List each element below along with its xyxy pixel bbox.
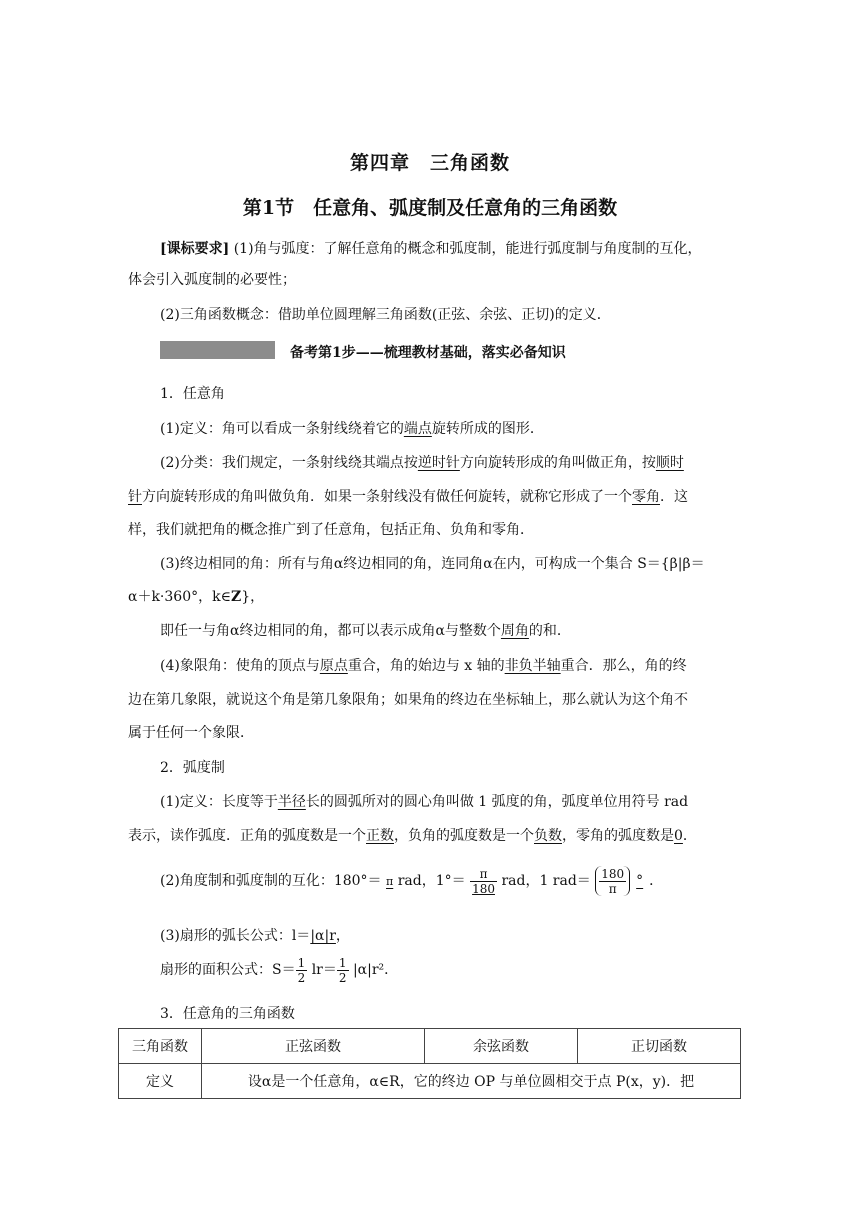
text: |α|r²．	[352, 962, 399, 978]
text: ．	[649, 873, 664, 889]
table-header-cell: 正切函数	[578, 1029, 741, 1064]
fraction-one-half	[337, 956, 349, 985]
text: 扇形的面积公式：S＝	[160, 962, 296, 978]
text: (2)分类：我们规定，一条射线绕其端点按	[160, 455, 418, 471]
text: 方向旋转形成的角叫做负角．如果一条射线没有做任何旋转，就称它形成了一个	[142, 489, 632, 505]
s2-definition-1	[160, 791, 688, 811]
s2-arc-length	[160, 925, 350, 945]
table-header-cell: 三角函数	[119, 1029, 202, 1064]
denominator: 180	[472, 881, 495, 896]
text: 表示，读作弧度．正角的弧度数是一个	[128, 828, 366, 844]
fraction-180-over-pi	[595, 866, 630, 896]
answer: 半径	[277, 794, 306, 810]
text: ，负角的弧度数是一个	[394, 828, 534, 844]
s1-coterminal-1: (3)终边相同的角：所有与角α终边相同的角，连同角α在内，可构成一个集合 S＝{β|β＝	[160, 556, 705, 572]
requirement-line-1	[160, 238, 702, 258]
answer: 针	[128, 489, 142, 505]
answer: 顺时	[655, 455, 684, 471]
numerator: 1	[338, 955, 347, 970]
answer: 非负半轴	[504, 658, 561, 674]
requirement-line-2: 体会引入弧度制的必要性；	[128, 272, 296, 288]
integer-set-symbol: Z	[230, 589, 242, 605]
answer: 逆时针	[417, 455, 460, 471]
s2-heading: 2．弧度制	[160, 760, 225, 776]
text: ，零角的弧度数是	[562, 828, 674, 844]
text: ，	[335, 928, 350, 944]
answer: °	[636, 873, 644, 889]
s1-definition	[160, 418, 544, 438]
text: (1)定义：角可以看成一条射线绕着它的	[160, 421, 404, 437]
section-title: 第1节 任意角、弧度制及任意角的三角函数	[242, 197, 618, 219]
text: ．这	[660, 489, 688, 505]
text: (2)角度制和弧度制的互化：180°＝	[160, 873, 382, 889]
text: 即任一与角α终边相同的角，都可以表示成角α与整数个	[160, 623, 501, 639]
table-row	[119, 1064, 741, 1099]
answer: 负数	[534, 828, 562, 844]
s1-classification-2	[128, 486, 688, 506]
answer: 端点	[403, 421, 432, 437]
numerator: 180	[601, 866, 625, 881]
row-label: 定义	[119, 1064, 202, 1099]
s1-heading: 1．任意角	[160, 386, 225, 402]
answer: π	[386, 875, 394, 888]
answer: 周角	[500, 623, 529, 639]
section-marker-bar	[160, 341, 275, 359]
s1-classification-1	[160, 452, 684, 472]
s1-quadrant-1	[160, 655, 687, 675]
table-header-cell: 正弦函数	[202, 1029, 425, 1064]
answer: 原点	[319, 658, 348, 674]
text: (4)象限角：使角的顶点与	[160, 658, 320, 674]
numerator: π	[470, 867, 497, 882]
table-header-row	[119, 1029, 741, 1064]
text: ．	[682, 828, 697, 844]
text: 方向旋转形成的角叫做正角，按	[459, 455, 656, 471]
trig-function-table	[118, 1028, 741, 1099]
s3-heading: 3．任意角的三角函数	[160, 1006, 295, 1022]
text: (1)定义：长度等于	[160, 794, 278, 810]
answer: 0	[674, 828, 683, 844]
text: 旋转所成的图形．	[431, 421, 544, 437]
fraction-one-half	[296, 956, 308, 985]
s1-classification-3: 样，我们就把角的概念推广到了任意角，包括正角、负角和零角．	[128, 522, 534, 538]
text: }，	[241, 589, 265, 605]
s1-quadrant-3: 属于任何一个象限．	[128, 725, 254, 741]
numerator: 1	[297, 955, 306, 970]
s1-coterminal-2	[128, 586, 264, 606]
s1-coterminal-3	[160, 620, 571, 640]
denominator: π	[608, 881, 617, 896]
fraction-pi-over-180	[470, 867, 497, 896]
text: (3)扇形的弧长公式：l＝	[160, 928, 311, 944]
step-banner: 备考第1步——梳理教材基础，落实必备知识	[290, 345, 566, 361]
answer: 零角	[632, 489, 660, 505]
text: rad，1 rad＝	[501, 873, 591, 889]
text: 的和．	[528, 623, 571, 639]
answer: |α|r	[310, 928, 336, 944]
text: lr＝	[311, 962, 337, 978]
s2-conversion	[160, 866, 663, 897]
text: 长的圆弧所对的圆心角叫做 1 弧度的角，弧度单位用符号 rad	[305, 794, 689, 810]
requirement-tag: [课标要求]	[160, 241, 230, 257]
table-header-cell: 余弦函数	[425, 1029, 578, 1064]
chapter-title: 第四章 三角函数	[349, 152, 510, 174]
requirement-text-1: (1)角与弧度：了解任意角的概念和弧度制，能进行弧度制与角度制的互化，	[233, 241, 702, 257]
s2-definition-2	[128, 825, 697, 845]
text: 重合，角的始边与 x 轴的	[347, 658, 505, 674]
answer: 正数	[366, 828, 394, 844]
text: rad，1°＝	[397, 873, 466, 889]
denominator: 2	[297, 970, 306, 985]
text: 重合．那么，角的终	[560, 658, 687, 674]
requirement-line-3: (2)三角函数概念：借助单位圆理解三角函数(正弦、余弦、正切)的定义．	[160, 307, 611, 323]
denominator: 2	[338, 970, 347, 985]
s1-quadrant-2: 边在第几象限，就说这个角是第几象限角；如果角的终边在坐标轴上，那么就认为这个角不	[128, 692, 688, 708]
s2-sector-area	[160, 955, 398, 985]
text: α＋k·360°，k∈	[128, 589, 231, 605]
row-definition: 设α是一个任意角，α∈R，它的终边 OP 与单位圆相交于点 P(x，y)．把	[202, 1064, 741, 1099]
